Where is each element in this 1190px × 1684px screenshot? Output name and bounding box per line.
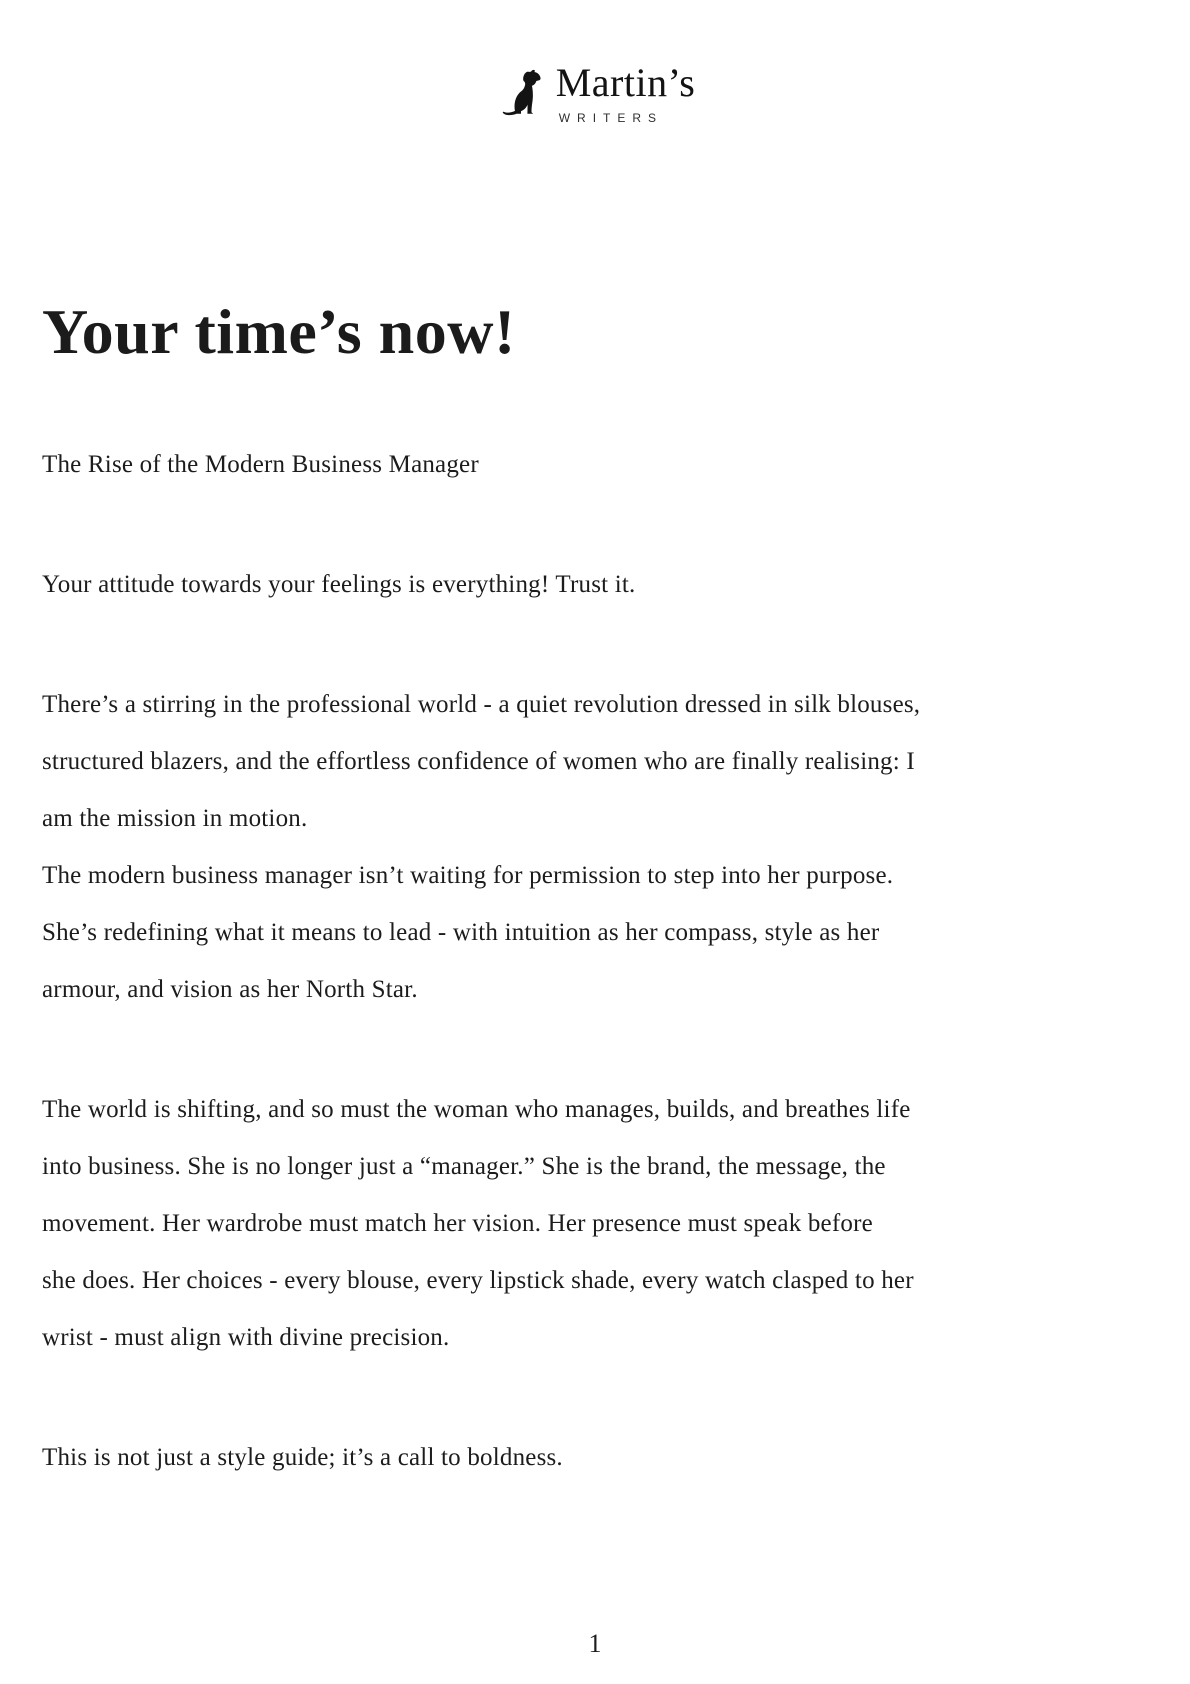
brand-logo <box>0 62 1190 125</box>
text-line: This is not just a style guide; it’s a call to boldness. <box>42 1444 563 1471</box>
page-title: Your time’s now! <box>42 296 516 367</box>
text-line: The Rise of the Modern Business Manager <box>42 451 479 478</box>
text-line: wrist - must align with divine precision. <box>42 1324 450 1351</box>
text-line: she does. Her choices - every blouse, every lipstick shade, every watch clasped to her <box>42 1267 914 1294</box>
dog-icon <box>495 68 551 120</box>
text-line: The world is shifting, and so must the woman who manages, builds, and breathes life <box>42 1096 911 1123</box>
paragraph <box>42 1429 1148 1486</box>
text-line: There’s a stirring in the professional world - a quiet revolution dressed in silk blouses, <box>42 691 921 718</box>
text-line: She’s redefining what it means to lead - with intuition as her compass, style as her <box>42 919 880 946</box>
brand-name: Martin’s <box>555 60 696 105</box>
text-line: armour, and vision as her North Star. <box>42 976 418 1003</box>
paragraph <box>42 556 1148 613</box>
page-number: 1 <box>588 1629 602 1658</box>
paragraph <box>42 436 1148 493</box>
text-line: structured blazers, and the effortless confidence of women who are finally realising: I <box>42 748 915 775</box>
text-line: am the mission in motion. <box>42 805 308 832</box>
text-line: into business. She is no longer just a “manager.” She is the brand, the message, the <box>42 1153 886 1180</box>
paragraph <box>42 676 1148 1018</box>
document-body <box>42 436 1148 1486</box>
brand-tagline: WRITERS <box>558 111 664 125</box>
text-line: Your attitude towards your feelings is everything! Trust it. <box>42 571 636 598</box>
text-line: movement. Her wardrobe must match her vision. Her presence must speak before <box>42 1210 873 1237</box>
text-line: The modern business manager isn’t waiting for permission to step into her purpose. <box>42 862 894 889</box>
brand-text <box>556 62 696 125</box>
paragraph <box>42 1081 1148 1366</box>
